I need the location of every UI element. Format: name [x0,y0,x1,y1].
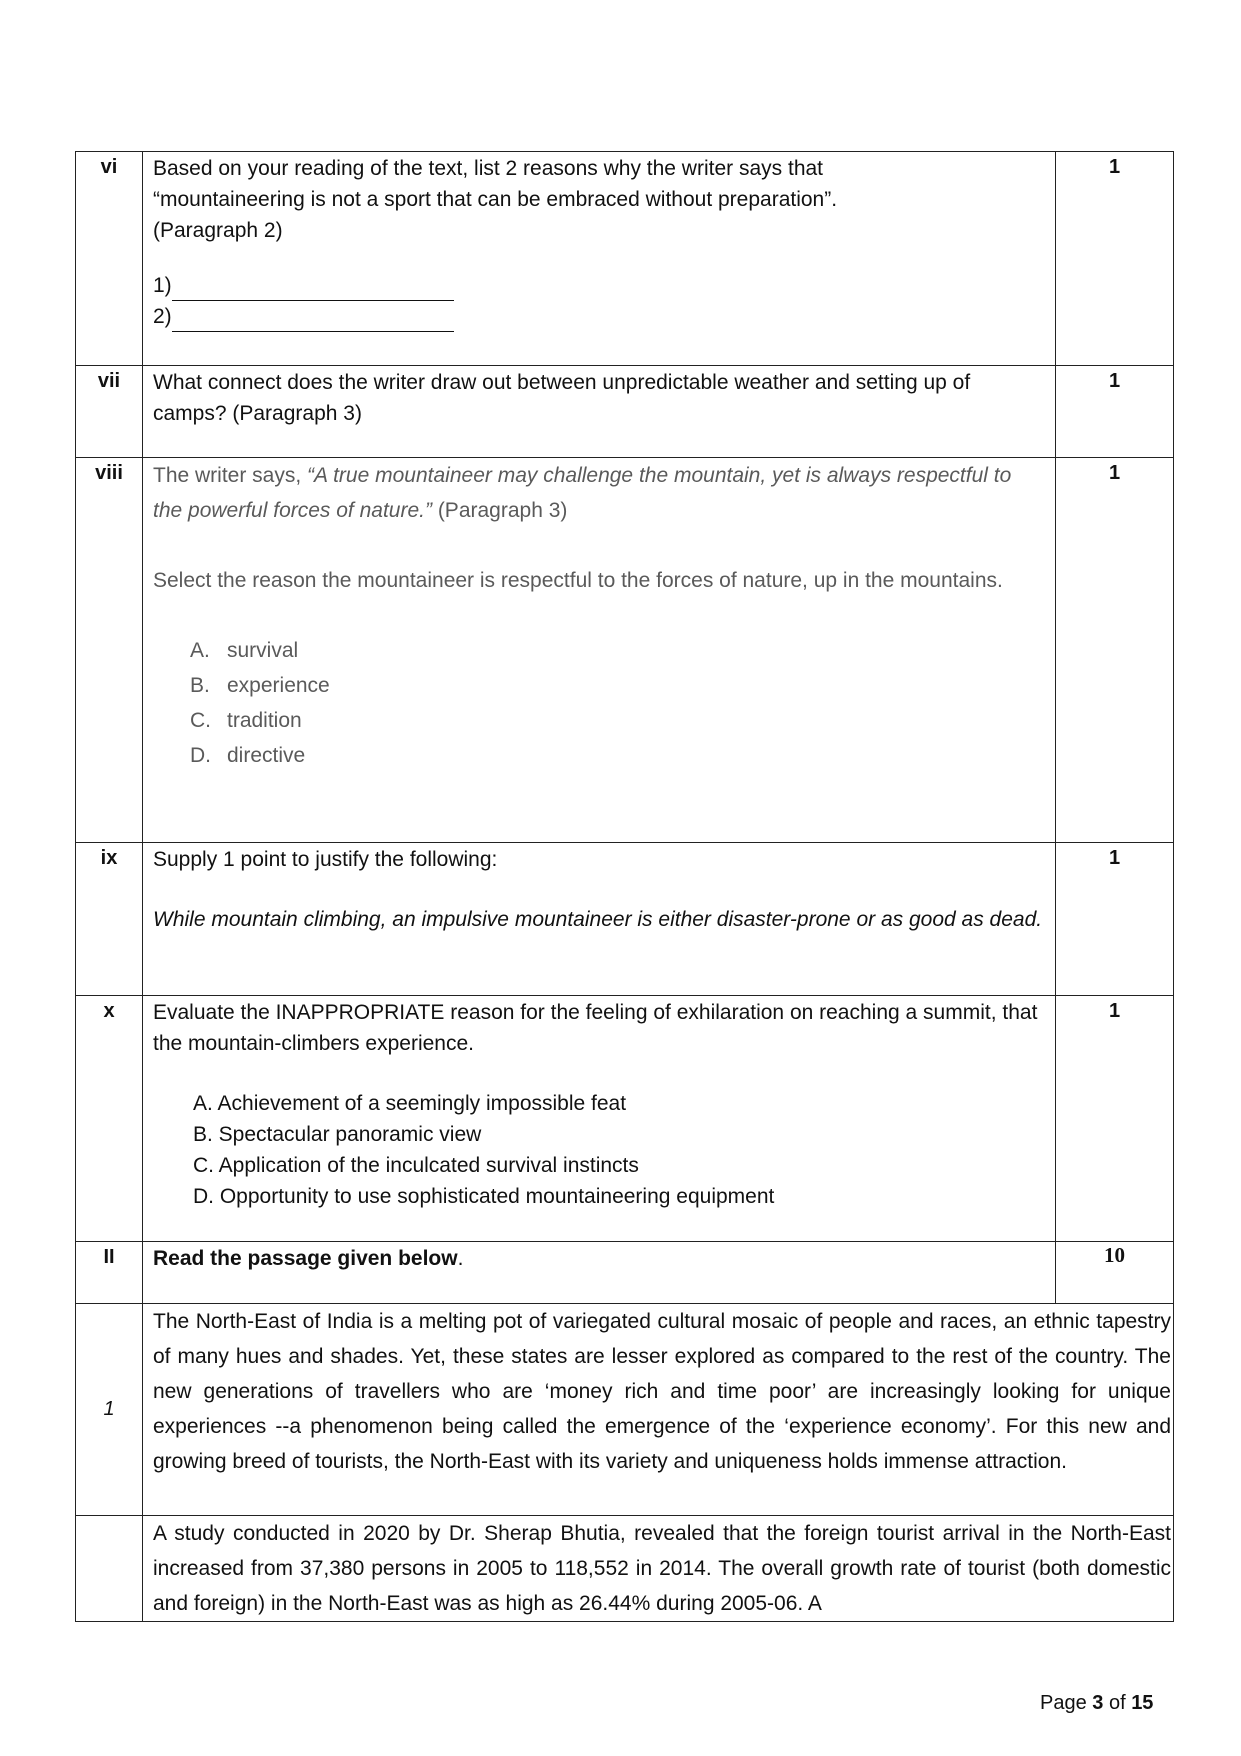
section-number: II [76,1242,143,1304]
question-number: ix [76,843,143,996]
question-row-viii [76,458,1174,843]
question-text: Evaluate the INAPPROPRIATE reason for the feeling of exhilaration on reaching a summit, that the mountain-climbers experience. [153,1001,1038,1055]
question-row-ix [76,843,1174,996]
marks-cell: 1 [1056,996,1174,1242]
question-row-x [76,996,1174,1242]
marks-cell: 10 [1056,1242,1174,1304]
question-text: Select the reason the mountaineer is respectful to the forces of nature, up in the mountains. [153,569,1003,592]
marks-cell: 1 [1056,843,1174,996]
question-body [143,152,1056,366]
statement-text: While mountain climbing, an impulsive mountaineer is either disaster-prone or as good as dead. [153,908,1043,931]
marks-cell: 1 [1056,458,1174,843]
option-list [153,633,1045,773]
option-b[interactable]: B. Spectacular panoramic view [193,1123,482,1146]
quote-text: “A true mountaineer may challenge the mountain, yet is always respectful to the powerful forces of nature.” [153,464,1012,522]
question-table [75,151,1174,1622]
question-body [143,996,1056,1242]
question-number: vi [76,152,143,366]
option-c[interactable]: C. tradition [190,709,302,732]
question-text: Supply 1 point to justify the following: [153,848,498,871]
question-line: (Paragraph 2) [153,219,283,242]
question-row-vi [76,152,1174,366]
answer-line-2[interactable]: 2) [153,301,1045,332]
question-body [143,458,1056,843]
marks-cell: 1 [1056,152,1174,366]
page-footer: Page 3 of 15 [1040,1692,1154,1714]
option-b[interactable]: B. experience [190,674,330,697]
passage-row-1 [76,1304,1174,1516]
section-instruction: Read the passage given below. [143,1242,1056,1304]
answer-line-1[interactable]: 1) [153,270,1045,301]
passage-paragraph: The North-East of India is a melting pot of variegated cultural mosaic of people and races, an ethnic tapestry of many hues and shades. Yet, these states are lesser explored as compared to the rest of the country. The new generations of travellers who are ‘money rich and time poor’ are increasingly looking for unique experiences --a phenomenon being called the emergence of the ‘experience economy’. For this new and growing breed of tourists, the North-East with its variety and uniqueness holds immense attraction. [143,1304,1174,1516]
question-body [143,366,1056,458]
question-row-vii [76,366,1174,458]
option-c[interactable]: C. Application of the inculcated survival instincts [193,1154,639,1177]
question-line: “mountaineering is not a sport that can be embraced without preparation”. [153,188,838,211]
question-number: x [76,996,143,1242]
passage-row-2 [76,1516,1174,1622]
passage-paragraph: A study conducted in 2020 by Dr. Sherap Bhutia, revealed that the foreign tourist arrival in the North-East increased from 37,380 persons in 2005 to 118,552 in 2014. The overall growth rate of tourist (both domestic and foreign) in the North-East was as high as 26.44% during 2005-06. A [143,1516,1174,1622]
option-d[interactable]: D. Opportunity to use sophisticated mountaineering equipment [193,1185,775,1208]
question-number: vii [76,366,143,458]
question-text: What connect does the writer draw out between unpredictable weather and setting up of camps? (Paragraph 3) [153,371,971,425]
question-line: Based on your reading of the text, list 2 reasons why the writer says that [153,157,824,180]
option-list [153,1088,1045,1212]
option-a[interactable]: A. survival [190,639,299,662]
question-quote-para: The writer says, “A true mountaineer may challenge the mountain, yet is always respectful to the powerful forces of nature.” (Paragraph 3) [153,464,1012,522]
question-number: viii [76,458,143,843]
question-body [143,843,1056,996]
marks-cell: 1 [1056,366,1174,458]
paragraph-number [76,1516,143,1622]
option-d[interactable]: D. directive [190,744,306,767]
section-row-ii [76,1242,1174,1304]
option-a[interactable]: A. Achievement of a seemingly impossible feat [193,1092,627,1115]
paragraph-number: 1 [76,1304,143,1516]
